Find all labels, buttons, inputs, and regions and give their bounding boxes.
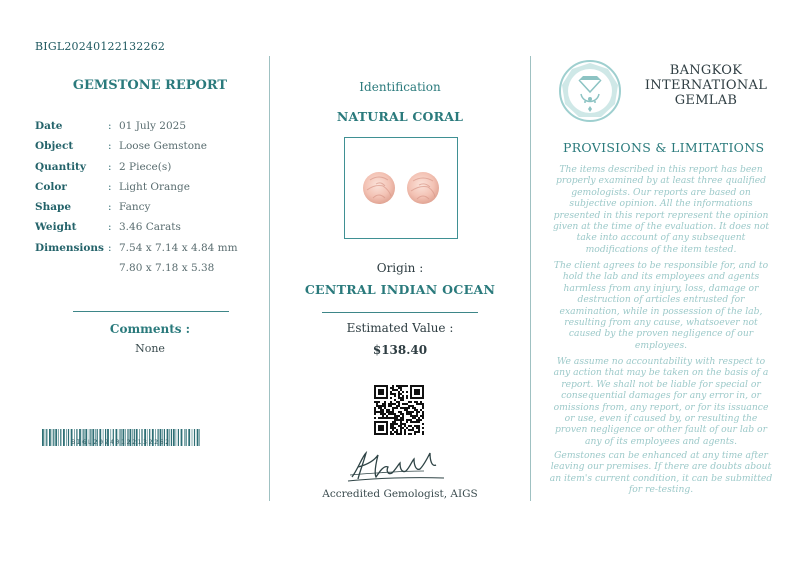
- coral-stone-right: [407, 172, 439, 204]
- lab-name: [636, 63, 776, 108]
- detail-colon: :: [108, 180, 112, 193]
- detail-key: Quantity: [35, 160, 87, 173]
- detail-colon: :: [108, 241, 112, 254]
- lab-name-line2: INTERNATIONAL: [644, 78, 768, 93]
- origin-label: Origin :: [376, 261, 424, 275]
- comments-separator: [73, 311, 229, 312]
- identification-label: Identification: [359, 80, 441, 94]
- detail-row: [35, 140, 265, 160]
- origin-value: CENTRAL INDIAN OCEAN: [304, 282, 496, 297]
- detail-value: 7.80 x 7.18 x 5.38: [119, 262, 215, 275]
- report-id: BIGL20240122132262: [35, 40, 166, 53]
- barcode-text: BIGL20240122132262: [71, 438, 171, 446]
- detail-value: Loose Gemstone: [119, 140, 208, 153]
- detail-key: Dimensions: [35, 241, 104, 254]
- detail-key: Object: [35, 140, 74, 153]
- detail-row: [35, 221, 265, 241]
- detail-colon: :: [108, 140, 112, 153]
- detail-colon: :: [108, 201, 112, 214]
- detail-row: [35, 242, 265, 262]
- provisions-paragraph: The client agrees to be responsible for, and to hold the lab and its employees and agents harmless from any injury, loss, damage or destruction of articles entrusted for examination, while in possession of the lab, resulting from any cause, whatsoever not caused by the proven negligence of our employees.: [553, 260, 769, 351]
- identification-value: NATURAL CORAL: [336, 109, 464, 124]
- report-title: GEMSTONE REPORT: [72, 78, 228, 93]
- detail-key: Date: [35, 120, 63, 132]
- lab-name-line3: GEMLAB: [674, 93, 738, 108]
- comments-label: Comments :: [109, 322, 191, 336]
- gemstone-photo: [344, 137, 458, 239]
- provisions-paragraph: We assume no accountability with respect to any action that may be taken on the basis of a report. We shall not be liable for special or consequential damages for any error in, or omissions from, any report, or for its issuance or use, even if caused by, or resulting the proven negligence or other fault of our lab or any of its employees and agents.: [553, 356, 769, 447]
- detail-row: [35, 161, 265, 181]
- lab-logo: [557, 58, 623, 124]
- detail-key: Color: [35, 180, 67, 193]
- gemologist-label: Accredited Gemologist, AIGS: [322, 488, 478, 500]
- value-separator: [322, 312, 478, 313]
- estimated-value: $138.40: [372, 343, 428, 357]
- detail-value: 01 July 2025: [119, 120, 187, 132]
- comments-value: None: [135, 342, 165, 355]
- detail-colon: :: [108, 160, 112, 173]
- provisions-paragraph: The items described in this report has been properly examined by at least three qualified gemologists. Our reports are based on subjective opinion. All the informations presented in this report represent the opinion given at the time of the evaluation. It does not take into account of any subsequent modifications of the item tested.: [552, 164, 770, 255]
- provisions-title: PROVISIONS & LIMITATIONS: [563, 140, 765, 155]
- detail-key: Shape: [35, 201, 72, 214]
- detail-key: Weight: [35, 221, 77, 234]
- coral-stone-left: [363, 172, 395, 204]
- lab-name-line1: BANGKOK: [669, 63, 743, 78]
- detail-value: 3.46 Carats: [119, 221, 181, 234]
- detail-row: [35, 262, 265, 282]
- details-list: [35, 120, 265, 282]
- detail-colon: :: [108, 120, 112, 132]
- divider-left: [269, 56, 270, 501]
- qr-code: [374, 385, 424, 435]
- detail-value: 2 Piece(s): [119, 160, 172, 173]
- detail-colon: :: [108, 221, 112, 234]
- detail-value: Light Orange: [119, 180, 190, 193]
- detail-value: 7.54 x 7.14 x 4.84 mm: [119, 241, 238, 254]
- detail-value: Fancy: [119, 201, 151, 214]
- detail-row: [35, 120, 265, 140]
- estimated-value-label: Estimated Value :: [346, 321, 454, 335]
- gemologist-signature: [344, 447, 456, 485]
- provisions-paragraph: Gemstones can be enhanced at any time after leaving our premises. If there are doubts about an item's current condition, it can be submitted for re-testing.: [549, 450, 773, 496]
- detail-row: [35, 201, 265, 221]
- detail-row: [35, 181, 265, 201]
- divider-right: [530, 56, 531, 501]
